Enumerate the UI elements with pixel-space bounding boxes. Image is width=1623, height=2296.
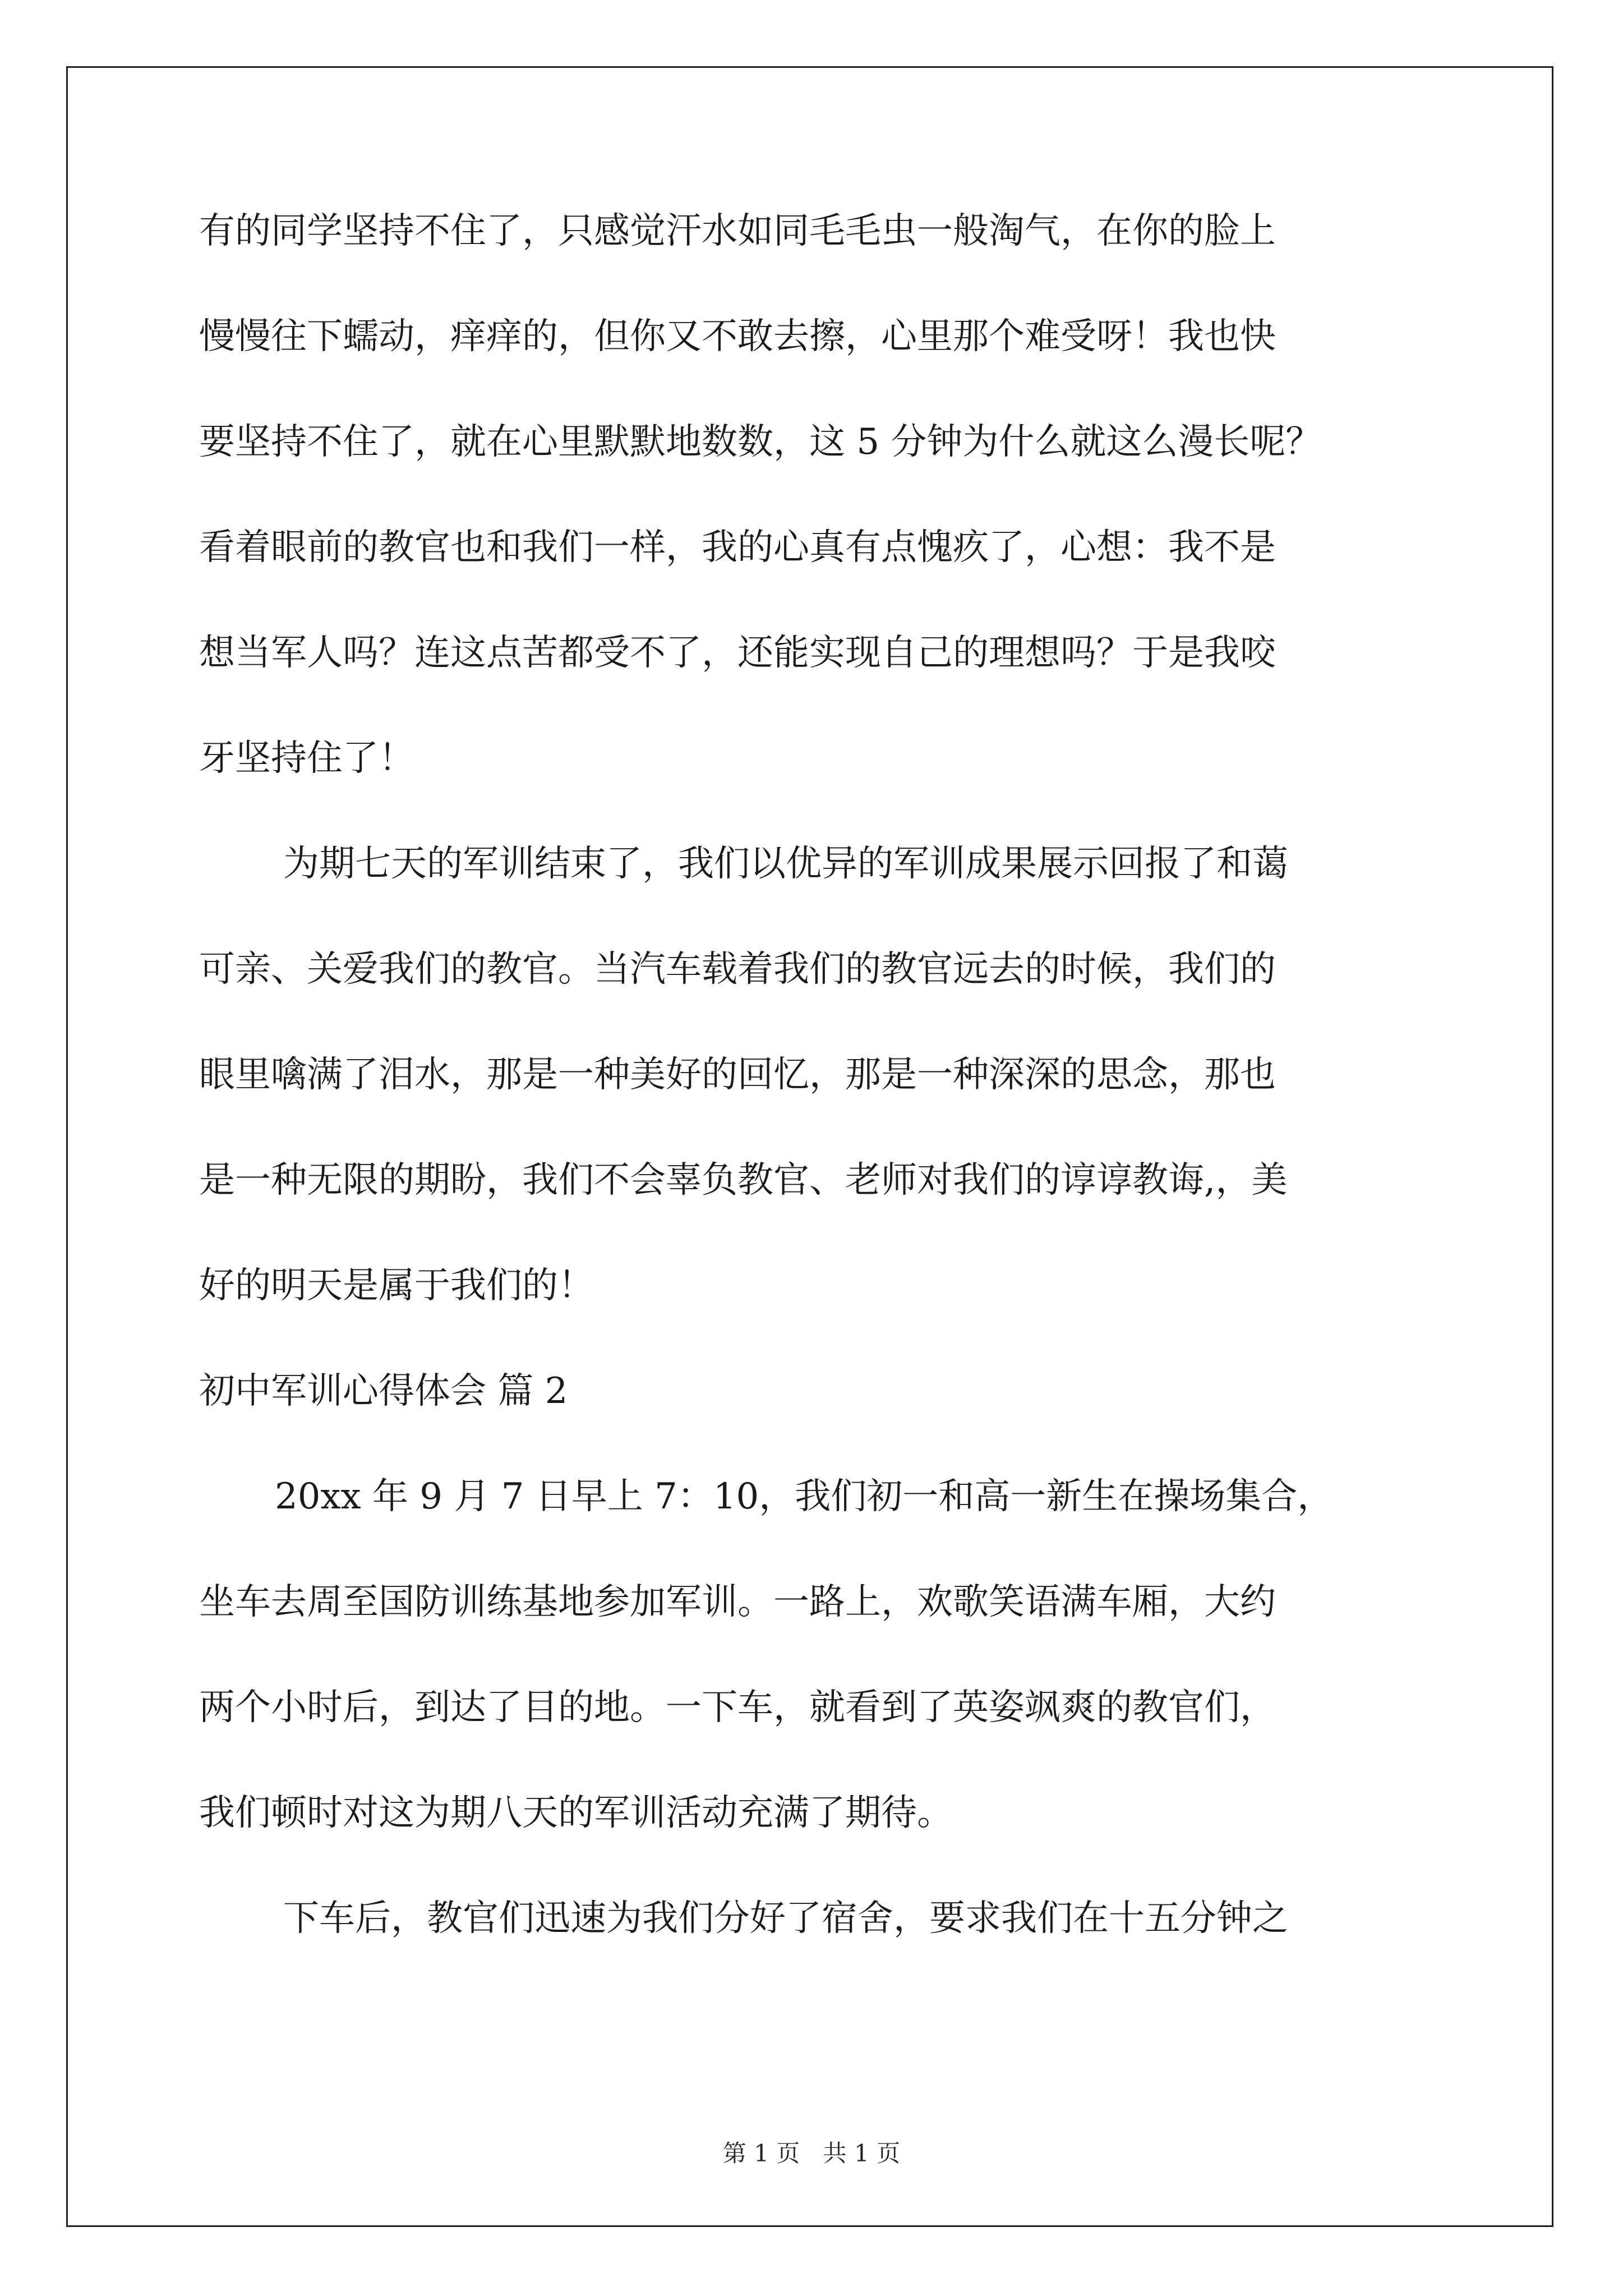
text-line: 慢慢往下蠕动，痒痒的，但你又不敢去擦，心里那个难受呀！我也快 — [199, 316, 1276, 357]
text-line: 眼里噙满了泪水，那是一种美好的回忆，那是一种深深的思念，那也 — [199, 1054, 1276, 1096]
page-footer — [0, 2140, 1623, 2167]
text-line: 看着眼前的教官也和我们一样，我的心真有点愧疚了，心想：我不是 — [199, 527, 1276, 568]
page-total: 共 1 页 — [823, 2139, 901, 2167]
text-line: 是一种无限的期盼，我们不会辜负教官、老师对我们的谆谆教诲,，美 — [199, 1159, 1288, 1201]
page-number: 第 1 页 — [722, 2139, 800, 2167]
section-heading: 初中军训心得体会 篇 2 — [199, 1370, 568, 1412]
text-line: 坐车去周至国防训练基地参加军训。一路上，欢歌笑语满车厢，大约 — [199, 1581, 1276, 1623]
text-line: 牙坚持住了！ — [199, 738, 414, 779]
paragraph-start-line: 为期七天的军训结束了，我们以优异的军训成果展示回报了和蔼 — [283, 843, 1288, 885]
text-line: 我们顿时对这为期八天的军训活动充满了期待。 — [199, 1792, 953, 1834]
text-line: 两个小时后，到达了目的地。一下车，就看到了英姿飒爽的教官们， — [199, 1687, 1276, 1728]
text-line: 想当军人吗？连这点苦都受不了，还能实现自己的理想吗？于是我咬 — [199, 632, 1276, 674]
paragraph-start-line: 下车后，教官们迅速为我们分好了宿舍，要求我们在十五分钟之 — [283, 1898, 1288, 1939]
text-line: 可亲、关爱我们的教官。当汽车载着我们的教官远去的时候，我们的 — [199, 949, 1276, 990]
text-line: 有的同学坚持不住了，只感觉汗水如同毛毛虫一般淘气，在你的脸上 — [199, 210, 1276, 252]
text-line: 要坚持不住了，就在心里默默地数数，这 5 分钟为什么就这么漫长呢？ — [199, 421, 1322, 463]
text-line: 好的明天是属于我们的！ — [199, 1265, 594, 1306]
document-body — [199, 210, 1461, 2006]
paragraph-start-line: 20xx 年 9 月 7 日早上 7：10，我们初一和高一新生在操场集合， — [275, 1476, 1334, 1517]
